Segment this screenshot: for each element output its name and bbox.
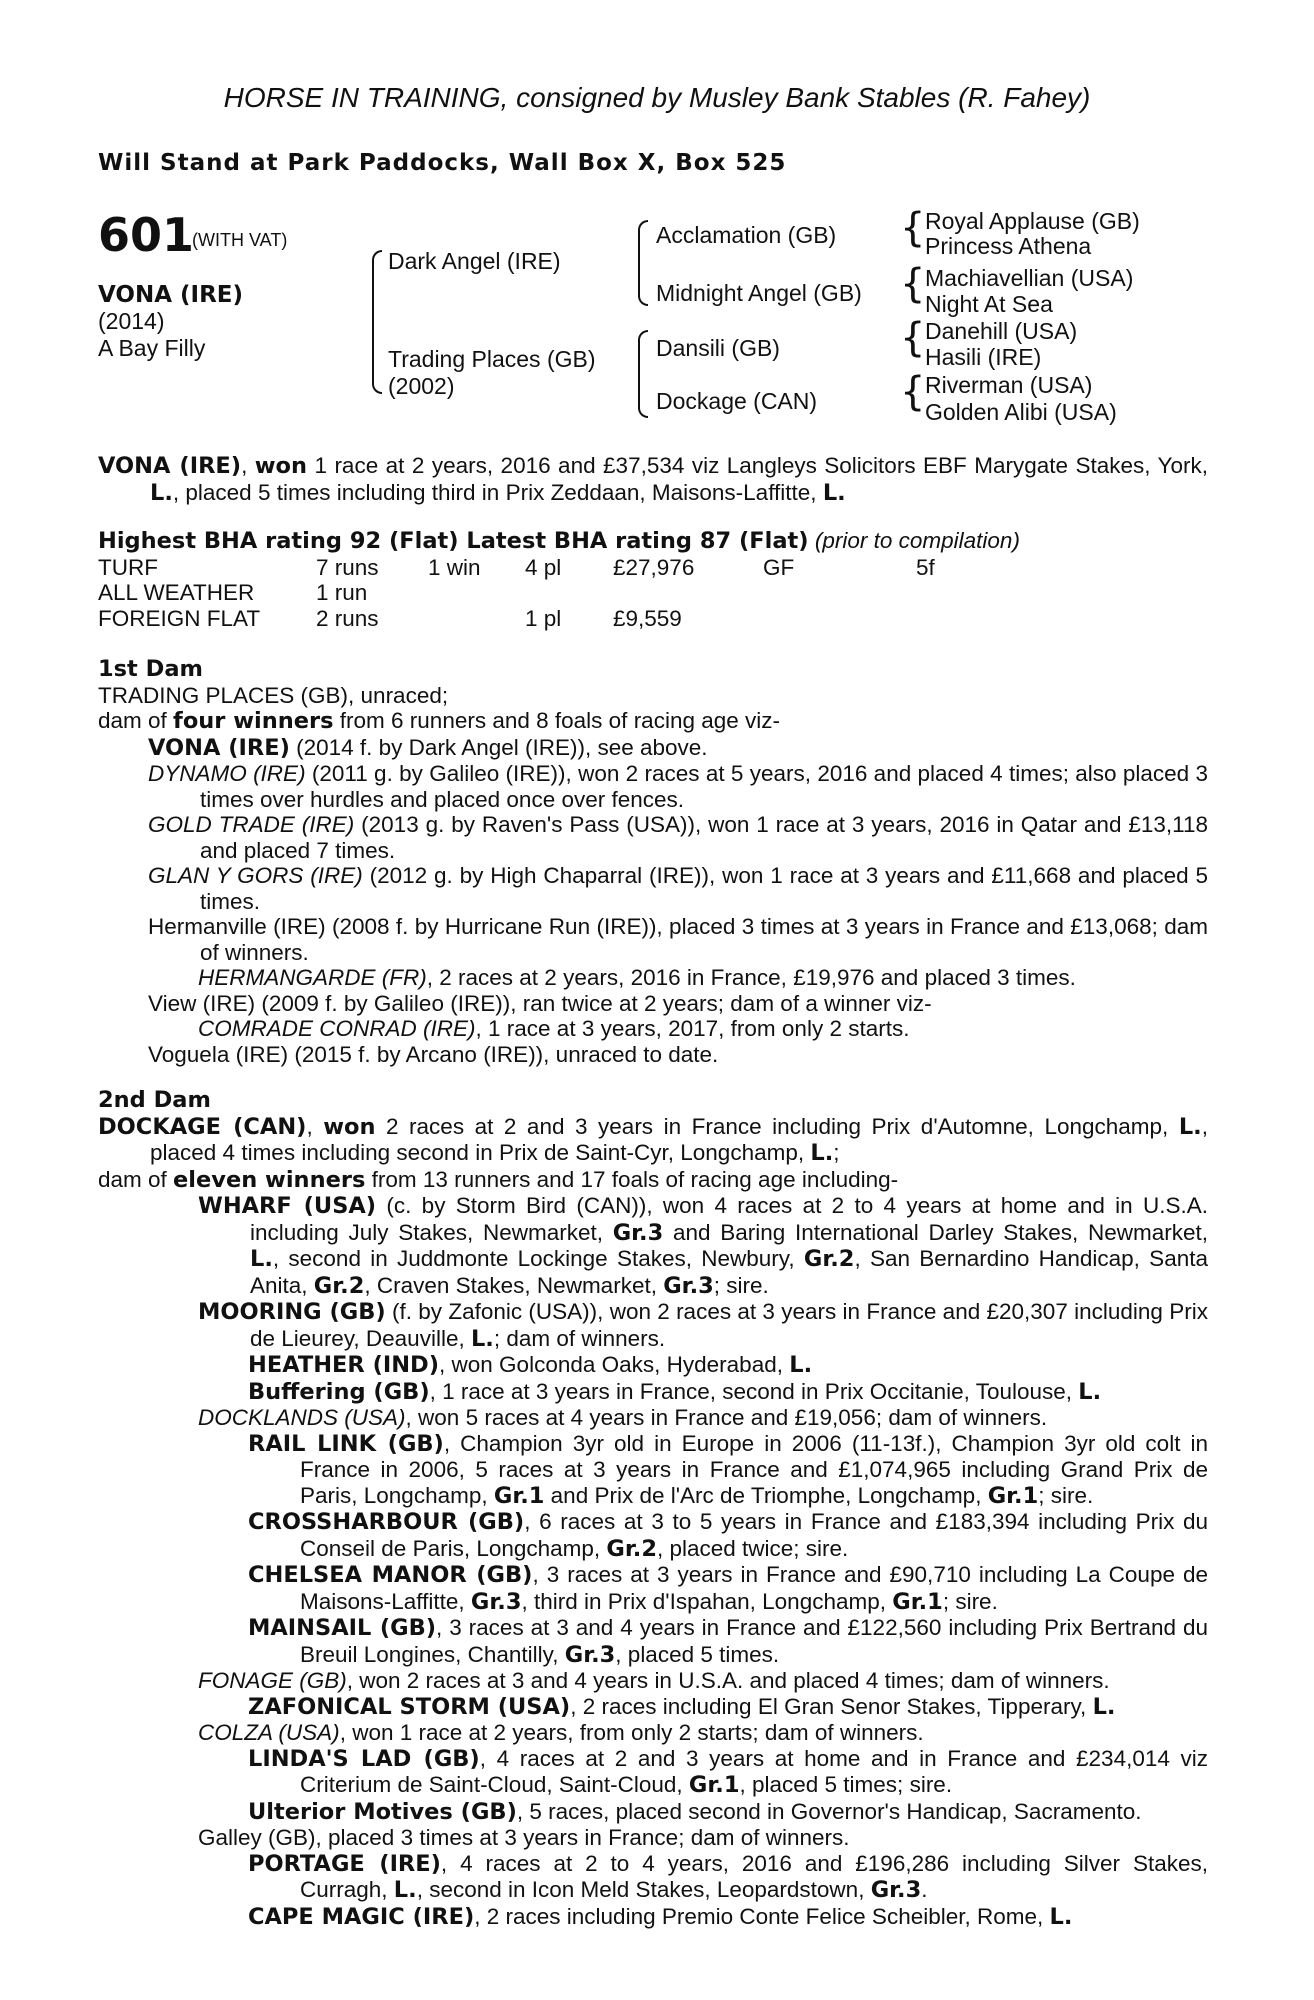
first-dam-section — [98, 657, 1208, 1067]
progeny-name: COMRADE CONRAD (IRE) — [198, 1016, 476, 1041]
progeny-record: , 2 races including El Gran Senor Stakes, Tipperary, — [570, 1693, 1093, 1719]
winners-count: four winners — [173, 708, 334, 734]
listed-mark: L. — [1078, 1378, 1102, 1405]
granddam-1: Princess Athena — [925, 233, 1092, 259]
prize: £27,976 — [613, 554, 695, 580]
listed-mark: L. — [789, 1352, 813, 1378]
grandsire-4: Riverman (USA) — [925, 372, 1093, 398]
listed-mark: L. — [1049, 1903, 1073, 1930]
progeny-record: , second in Juddmonte Lockinge Stakes, Newbury, — [272, 1246, 804, 1271]
granddam-2: Night At Sea — [925, 291, 1053, 317]
pedigree-brace: { — [900, 205, 926, 251]
progeny-name: CHELSEA MANOR (GB) — [248, 1562, 533, 1588]
granddam-4: Golden Alibi (USA) — [925, 399, 1117, 425]
pedigree-brace: { — [900, 261, 926, 307]
progeny-name: FONAGE (GB) — [198, 1668, 347, 1693]
pedigree-brace — [638, 220, 648, 306]
pedigree-brace: { — [900, 315, 926, 361]
grandsire-2: Machiavellian (USA) — [925, 265, 1134, 291]
group-mark: Gr.3 — [612, 1219, 664, 1246]
dam-dam: Dockage (CAN) — [656, 388, 818, 414]
listed-mark: L. — [1178, 1113, 1202, 1140]
dam-sire: Dansili (GB) — [656, 335, 780, 361]
ratings-row — [98, 555, 1208, 581]
progeny-record: View (IRE) (2009 f. by Galileo (IRE)), ran twice at 2 years; dam of a winner viz- — [148, 990, 932, 1016]
horse-name: VONA (IRE) — [98, 282, 244, 308]
progeny-name: PORTAGE (IRE) — [248, 1850, 441, 1877]
race-summary: VONA (IRE), won 1 race at 2 years, 2016 and £37,534 viz Langleys Solicitors EBF Marygate Stakes, York, L., placed 5 times including third in Prix Zeddaan, Maisons-Laffitte, L. — [98, 453, 1208, 506]
progeny-name: WHARF (USA) — [198, 1193, 377, 1219]
summary-text: , placed 5 times including third in Prix Zeddaan, Maisons-Laffitte, — [172, 479, 823, 505]
progeny-record: , 6 races at 3 to 5 years in France and £183,394 including Prix du Conseil de Paris, Longchamp, — [300, 1509, 1209, 1561]
grandsire-1: Royal Applause (GB) — [925, 208, 1140, 234]
progeny-record: ; dam of winners. — [493, 1325, 666, 1351]
race-record: , placed 4 times including second in Prix de Saint-Cyr, Longchamp, — [150, 1113, 1208, 1165]
ratings-heading: Highest BHA rating 92 (Flat) Latest BHA rating 87 (Flat) — [98, 528, 809, 554]
progeny-record: Hermanville (IRE) (2008 f. by Hurricane Run (IRE)), placed 3 times at 3 years in France and £13,068; dam of winners. — [148, 914, 1208, 965]
going: GF — [763, 554, 795, 580]
progeny-record: , 5 races, placed second in Governor's Handicap, Sacramento. — [516, 1798, 1142, 1824]
progeny-record: Galley (GB), placed 3 times at 3 years in France; dam of winners. — [198, 1825, 850, 1850]
race-record: ; — [833, 1140, 840, 1165]
section-heading: 1st Dam — [98, 656, 203, 682]
group-mark: Gr.2 — [803, 1246, 855, 1272]
progeny-record: Voguela (IRE) (2015 f. by Arcano (IRE)), unraced to date. — [148, 1041, 719, 1067]
progeny-record: , 4 races at 2 and 3 years at home and in France and £234,014 viz Criterium de Saint-Cloud, Saint-Cloud, — [300, 1745, 1208, 1797]
progeny-record: , 1 race at 3 years, 2017, from only 2 starts. — [475, 1016, 910, 1041]
progeny-record: . — [921, 1877, 928, 1902]
progeny-name: Buffering (GB) — [248, 1378, 430, 1405]
progeny-record: , Champion 3yr old in Europe in 2006 (11-13f.), Champion 3yr old colt in France in 2006, 5 races at 3 years in France and £1,074,965 including Grand Prix de Paris, Longchamp, — [300, 1430, 1208, 1508]
progeny-record: (2011 g. by Galileo (IRE)), won 2 races at 5 years, 2016 and placed 4 times; also placed 3 times over hurdles and placed once over fences. — [200, 761, 1208, 812]
group-mark: Gr.1 — [493, 1482, 545, 1509]
summary-won: won — [254, 453, 308, 479]
listed-mark: L. — [250, 1246, 273, 1272]
progeny-name: CROSSHARBOUR (GB) — [248, 1509, 525, 1535]
listed-mark: L. — [822, 479, 846, 506]
progeny-name: ZAFONICAL STORM (USA) — [248, 1693, 571, 1720]
progeny-name: MOORING (GB) — [198, 1299, 386, 1325]
group-mark: Gr.2 — [313, 1272, 365, 1299]
progeny-record: , Craven Stakes, Newmarket, — [364, 1272, 664, 1298]
ratings-row — [98, 606, 1208, 632]
vat-note: (WITH VAT) — [192, 230, 288, 250]
progeny-record: (2013 g. by Raven's Pass (USA)), won 1 race at 3 years, 2016 in Qatar and £13,118 and placed 7 times. — [200, 812, 1208, 863]
progeny-name: Ulterior Motives (GB) — [248, 1798, 517, 1825]
dam-name: DOCKAGE (CAN) — [98, 1113, 307, 1140]
pedigree-brace: { — [900, 369, 926, 415]
dam-line: from 13 runners and 17 foals of racing age including- — [365, 1166, 899, 1192]
progeny-record: (2014 f. by Dark Angel (IRE)), see above. — [289, 734, 708, 760]
progeny-name: HEATHER (IND) — [248, 1352, 440, 1378]
progeny-record: , won 2 races at 3 and 4 years in U.S.A. and placed 4 times; dam of winners. — [346, 1668, 1110, 1693]
progeny-record: , 2 races including Premio Conte Felice Scheibler, Rome, — [474, 1903, 1050, 1929]
horse-description: A Bay Filly — [98, 335, 206, 361]
runs: 1 run — [316, 580, 368, 605]
progeny-record: ; sire. — [1038, 1482, 1094, 1508]
sire: Dark Angel (IRE) — [388, 248, 561, 274]
group-mark: Gr.1 — [987, 1482, 1039, 1509]
group-mark: Gr.3 — [663, 1272, 714, 1299]
progeny-record: , placed 5 times; sire. — [739, 1772, 953, 1797]
wins: 1 win — [428, 554, 481, 580]
dam: Trading Places (GB) — [388, 346, 596, 372]
catalogue-header: HORSE IN TRAINING, consigned by Musley Bank Stables (R. Fahey) — [223, 82, 1091, 113]
summary-text: 1 race at 2 years, 2016 and £37,534 viz Langleys Solicitors EBF Marygate Stakes, York, — [307, 453, 1208, 478]
progeny-name: RAIL LINK (GB) — [248, 1430, 444, 1457]
granddam-3: Hasili (IRE) — [925, 344, 1042, 370]
progeny-name: DOCKLANDS (USA) — [198, 1405, 406, 1430]
section-heading: 2nd Dam — [98, 1087, 211, 1113]
progeny-record: , 2 races at 2 years, 2016 in France, £19,976 and placed 3 times. — [426, 965, 1076, 990]
sire-dam: Midnight Angel (GB) — [656, 280, 862, 306]
group-mark: Gr.3 — [470, 1588, 522, 1615]
progeny-record: , second in Icon Meld Stakes, Leopardstown, — [416, 1877, 871, 1902]
pedigree-brace — [638, 330, 648, 418]
progeny-record: , San Bernardino Handicap, Santa Anita, — [250, 1246, 1208, 1298]
group-mark: Gr.2 — [606, 1535, 657, 1562]
group-mark: Gr.1 — [688, 1772, 740, 1798]
progeny-name: HERMANGARDE (FR) — [198, 965, 427, 990]
progeny-record: , won 1 race at 2 years, from only 2 starts; dam of winners. — [339, 1720, 924, 1745]
runs: 7 runs — [316, 554, 379, 580]
group-mark: Gr.3 — [870, 1877, 922, 1903]
grandsire-3: Danehill (USA) — [925, 318, 1078, 344]
progeny-name: GOLD TRADE (IRE) — [148, 812, 355, 837]
listed-mark: L. — [470, 1325, 494, 1352]
progeny-record: (2012 g. by High Chaparral (IRE)), won 1 race at 3 years and £11,668 and placed 5 times. — [200, 863, 1208, 914]
progeny-name: LINDA'S LAD (GB) — [248, 1745, 480, 1772]
race-type: FOREIGN FLAT — [98, 605, 261, 631]
progeny-record: , 1 race at 3 years in France, second in Prix Occitanie, Toulouse, — [429, 1378, 1079, 1404]
progeny-name: VONA (IRE) — [148, 734, 290, 761]
dam-line: dam of — [98, 708, 174, 733]
progeny-record: and Baring International Darley Stakes, Newmarket, — [663, 1219, 1208, 1245]
listed-mark: L. — [150, 479, 173, 506]
progeny-record: , placed 5 times. — [615, 1641, 780, 1667]
runs: 2 runs — [316, 605, 379, 631]
ratings-note: (prior to compilation) — [814, 528, 1020, 553]
group-mark: Gr.1 — [892, 1588, 943, 1615]
ratings-block — [98, 528, 1208, 631]
race-type: TURF — [98, 554, 158, 580]
progeny-record: , third in Prix d'Ispahan, Longchamp, — [521, 1588, 893, 1614]
places: 1 pl — [525, 605, 562, 631]
listed-mark: L. — [1092, 1693, 1116, 1720]
race-record: 2 races at 2 and 3 years in France including Prix d'Automne, Longchamp, — [375, 1113, 1179, 1139]
progeny-name: DYNAMO (IRE) — [148, 761, 306, 786]
won-label: won — [323, 1113, 376, 1140]
listed-mark: L. — [810, 1140, 834, 1166]
dam-year: (2002) — [388, 373, 455, 399]
dam-line: dam of — [98, 1166, 174, 1192]
progeny-record: , won Golconda Oaks, Hyderabad, — [439, 1352, 790, 1377]
stand-location: Will Stand at Park Paddocks, Wall Box X, Box 525 — [98, 150, 787, 176]
progeny-record: ; sire. — [942, 1588, 998, 1614]
prize: £9,559 — [613, 605, 682, 631]
ratings-row — [98, 580, 1208, 606]
second-dam-section: 2nd Dam DOCKAGE (CAN), won 2 races at 2 and 3 years in France including Prix d'Automne, Longchamp, L., placed 4 times including second in Prix de Saint-Cyr, Longchamp, L.; dam of eleven winners from 13 runners and 17 foals of racing age including- WHARF (USA) (c. by Storm Bird (CAN)), won 4 races at 2 to 4 years at home and in U.S.A. including July Stakes, Newmarket, Gr.3 and Baring International Darley Stakes, Newmarket, L., second in Juddmonte Lockinge Stakes, Newbury, Gr.2, San Bernardino Handicap, Santa Anita, Gr.2, Craven Stakes, Newmarket, Gr.3; sire. MOORING (GB) (f. by Zafonic (USA)), won 2 races at 3 years in France and £20,307 including Prix de Lieurey, Deauville, L.; dam of winners. HEATHER (IND), won Golconda Oaks, Hyderabad, L. Buffering (GB), 1 race at 3 years in France, second in Prix Occitanie, Toulouse, L. DOCKLANDS (USA), won 5 races at 4 years in France and £19,056; dam of winners. RAIL LINK (GB), Champion 3yr old in Europe in 2006 (11-13f.), Champion 3yr old colt in France in 2006, 5 races at 3 years in France and £1,074,965 including Grand Prix de Paris, Longchamp, Gr.1 and Prix de l'Arc de Triomphe, Longchamp, Gr.1; sire. CROSSHARBOUR (GB), 6 races at 3 to 5 years in France and £183,394 including Prix du Conseil de Paris, Longchamp, Gr.2, placed twice; sire. CHELSEA MANOR (GB), 3 races at 3 years in France and £90,710 including La Coupe de Maisons-Laffitte, Gr.3, third in Prix d'Ispahan, Longchamp, Gr.1; sire. MAINSAIL (GB), 3 races at 3 and 4 years in France and £122,560 including Prix Bertrand du Breuil Longines, Chantilly, Gr.3, placed 5 times. FONAGE (GB), won 2 races at 3 and 4 years in U.S.A. and placed 4 times; dam of winners. ZAFONICAL STORM (USA), 2 races including El Gran Senor Stakes, Tipperary, L. COLZA (USA), won 1 race at 2 years, from only 2 starts; dam of winners. LINDA'S LAD (GB), 4 races at 2 and 3 years at home and in France and £234,014 viz Criterium de Saint-Cloud, Saint-Cloud, Gr.1, placed 5 times; sire. Ulterior Motives (GB), 5 races, placed second in Governor's Handicap, Sacramento. Galley (GB), placed 3 times at 3 years in France; dam of winners. PORTAGE (IRE), 4 races at 2 to 4 years, 2016 and £196,286 including Silver Stakes, Curragh, L., second in Icon Meld Stakes, Leopardstown, Gr.3. CAPE MAGIC (IRE), 2 races including Premio Conte Felice Scheibler, Rome, L. — [98, 1087, 1209, 1930]
race-type: ALL WEATHER — [98, 580, 255, 605]
dam-line: TRADING PLACES (GB), unraced; — [98, 682, 449, 708]
summary-name: VONA (IRE) — [98, 453, 242, 479]
distance: 5f — [916, 554, 935, 580]
lot-number: 601 — [98, 208, 195, 262]
progeny-record: , 3 races at 3 and 4 years in France and £122,560 including Prix Bertrand du Breuil Longines, Chantilly, — [300, 1615, 1209, 1667]
progeny-name: GLAN Y GORS (IRE) — [148, 863, 363, 888]
progeny-record: , 4 races at 2 to 4 years, 2016 and £196,286 including Silver Stakes, Curragh, — [300, 1850, 1208, 1902]
progeny-record: and Prix de l'Arc de Triomphe, Longchamp, — [544, 1482, 988, 1508]
progeny-name: MAINSAIL (GB) — [248, 1615, 437, 1641]
progeny-name: COLZA (USA) — [198, 1720, 340, 1745]
sire-sire: Acclamation (GB) — [656, 222, 837, 248]
progeny-record: , placed twice; sire. — [656, 1535, 849, 1561]
group-mark: Gr.3 — [564, 1641, 616, 1668]
pedigree-brace — [372, 250, 382, 394]
dam-line: from 6 runners and 8 foals of racing age viz- — [333, 708, 781, 733]
progeny-record: (f. by Zafonic (USA)), won 2 races at 3 years in France and £20,307 including Prix de Lieurey, Deauville, — [250, 1299, 1208, 1351]
horse-year: (2014) — [98, 308, 165, 334]
progeny-record: , 3 races at 3 years in France and £90,710 including La Coupe de Maisons-Laffitte, — [300, 1562, 1208, 1614]
progeny-name: CAPE MAGIC (IRE) — [248, 1903, 475, 1930]
winners-count: eleven winners — [173, 1166, 366, 1193]
listed-mark: L. — [393, 1877, 417, 1903]
places: 4 pl — [525, 554, 562, 580]
progeny-record: , won 5 races at 4 years in France and £19,056; dam of winners. — [405, 1405, 1048, 1430]
progeny-record: ; sire. — [713, 1272, 769, 1298]
progeny-record: (c. by Storm Bird (CAN)), won 4 races at 2 to 4 years at home and in U.S.A. including July Stakes, Newmarket, — [250, 1193, 1208, 1245]
